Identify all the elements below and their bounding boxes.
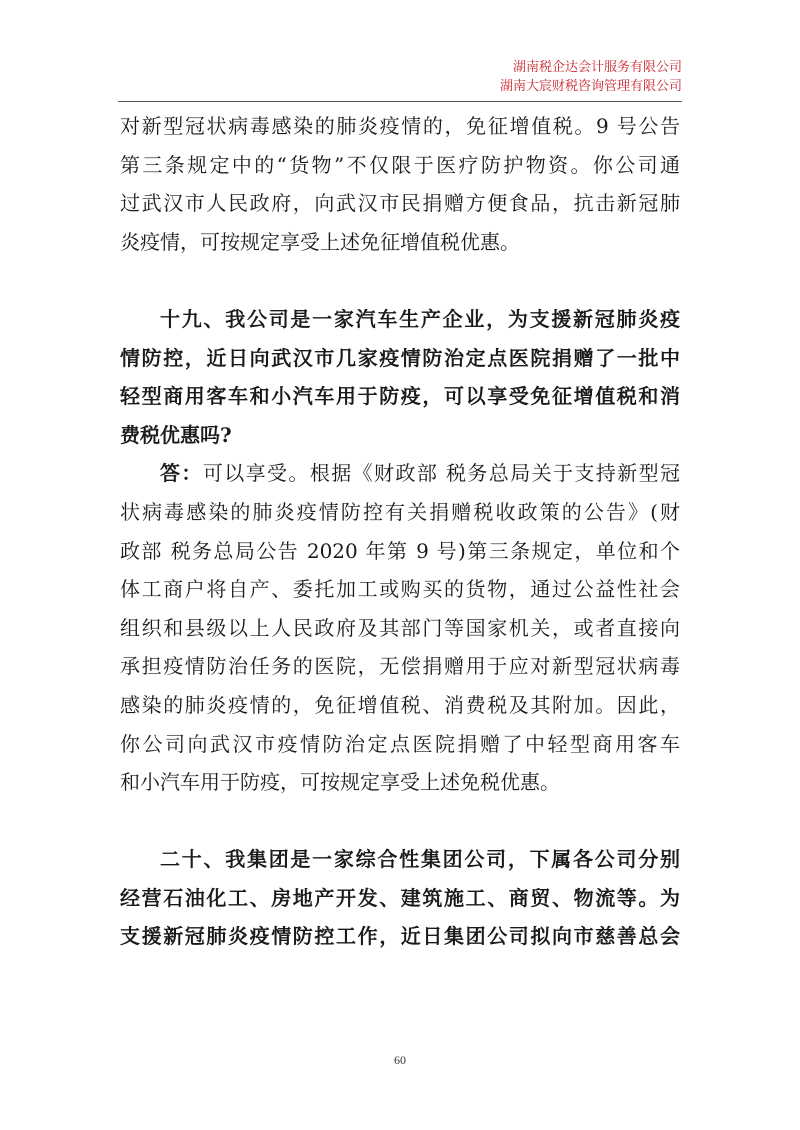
answer-line: 你公司向武汉市疫情防治定点医院捐赠了中轻型商用客车 bbox=[120, 731, 680, 756]
paragraph-spacer bbox=[120, 802, 680, 841]
answer-first-line bbox=[120, 454, 680, 493]
paragraph-line: 对新型冠状病毒感染的肺炎疫情的，免征增值税。9 号公告 bbox=[120, 114, 680, 138]
header-divider bbox=[118, 101, 682, 102]
answer-line: 和小汽车用于防疫，可按规定享受上述免税优惠。 bbox=[120, 770, 560, 795]
paragraph-line: 过武汉市人民政府，向武汉市民捐赠方便食品，抗击新冠肺 bbox=[120, 191, 680, 216]
question-line: 十九、我公司是一家汽车生产企业，为支援新冠肺炎疫 bbox=[160, 306, 680, 331]
header-company-name-2: 湖南大宸财税咨询管理有限公司 bbox=[499, 79, 682, 94]
answer-label: 答： bbox=[160, 461, 203, 486]
question-line: 轻型商用客车和小汽车用于防疫，可以享受免征增值税和消 bbox=[120, 384, 680, 409]
answer-line: 状病毒感染的肺炎疫情防控有关捐赠税收政策的公告》(财 bbox=[120, 499, 680, 524]
answer-line: 体工商户将自产、委托加工或购买的货物，通过公益性社会 bbox=[120, 577, 680, 602]
paragraph-line: 第三条规定中的“货物”不仅限于医疗防护物资。你公司通 bbox=[120, 152, 680, 177]
answer-line: 组织和县级以上人民政府及其部门等国家机关，或者直接向 bbox=[120, 615, 680, 640]
answer-19 bbox=[120, 454, 680, 801]
answer-text: 可以享受。根据《财政部 税务总局关于支持新型冠 bbox=[202, 461, 680, 486]
page-header bbox=[500, 58, 682, 96]
question-line: 情防控，近日向武汉市几家疫情防治定点医院捐赠了一批中 bbox=[120, 345, 680, 370]
question-20 bbox=[120, 840, 680, 956]
answer-line: 感染的肺炎疫情的，免征增值税、消费税及其附加。因此， bbox=[120, 692, 680, 717]
intro-paragraph bbox=[120, 107, 680, 261]
answer-line: 政部 税务总局公告 2020 年第 9 号)第三条规定，单位和个 bbox=[120, 538, 680, 563]
question-line: 费税优惠吗? bbox=[120, 422, 232, 447]
question-19 bbox=[120, 300, 680, 454]
page-number: 60 bbox=[394, 1053, 406, 1067]
question-line: 支援新冠肺炎疫情防控工作，近日集团公司拟向市慈善总会 bbox=[120, 924, 680, 949]
answer-line: 承担疫情防治任务的医院，无偿捐赠用于应对新型冠状病毒 bbox=[120, 654, 680, 679]
question-line: 二十、我集团是一家综合性集团公司，下属各公司分别 bbox=[160, 847, 680, 872]
question-line: 经营石油化工、房地产开发、建筑施工、商贸、物流等。为 bbox=[120, 885, 680, 910]
document-body bbox=[120, 107, 680, 956]
paragraph-line: 炎疫情，可按规定享受上述免征增值税优惠。 bbox=[120, 229, 520, 254]
header-company-name-1: 湖南税企达会计服务有限公司 bbox=[512, 60, 682, 75]
paragraph-spacer bbox=[120, 261, 680, 300]
